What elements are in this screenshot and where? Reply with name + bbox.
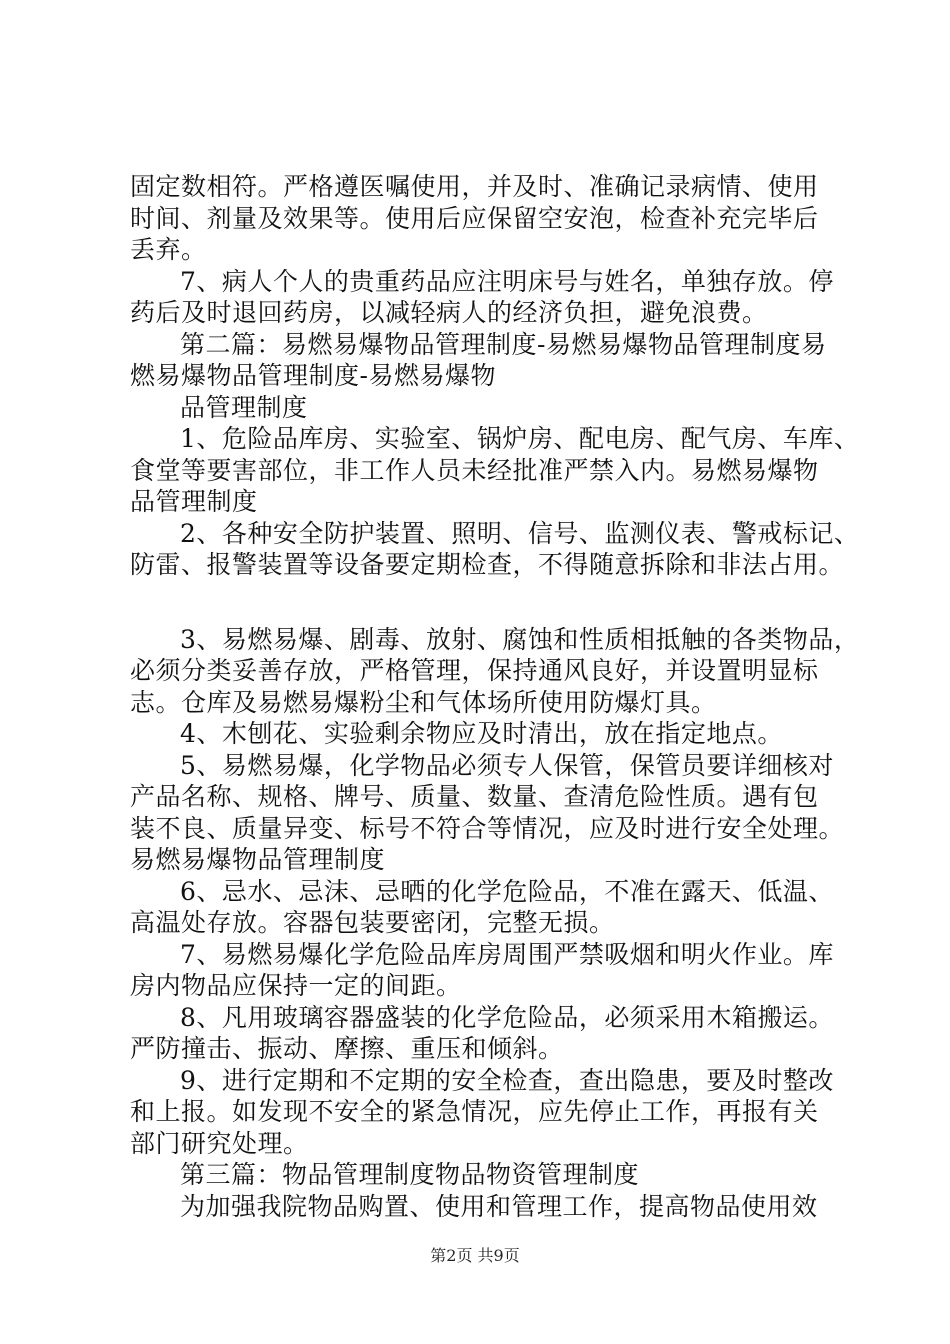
section-heading: 第二篇：易燃易爆物品管理制度-易燃易爆物品管理制度易 [180,329,827,359]
section-heading-continued: 燃易爆物品管理制度-易燃易爆物 [130,361,496,390]
paragraph-start: 5、易燃易爆，化学物品必须专人保管，保管员要详细核对 [180,750,834,780]
section-heading: 第三篇：物品管理制度物品物资管理制度 [180,1160,640,1189]
text-line: 和上报。如发现不安全的紧急情况，应先停止工作，再报有关 [130,1097,819,1126]
text-line: 易燃易爆物品管理制度 [130,845,386,874]
page-number-footer: 第2页 共9页 [430,1246,520,1265]
paragraph-start: 4、木刨花、实验剩余物应及时清出，放在指定地点。 [180,719,783,748]
text-line: 装不良、质量异变、标号不符合等情况，应及时进行安全处理。 [130,813,845,843]
text-line: 防雷、报警装置等设备要定期检查，不得随意拆除和非法占用。 [130,550,845,579]
paragraph-start: 2、各种安全防护装置、照明、信号、监测仪表、警戒标记、 [180,518,860,548]
text-line: 固定数相符。严格遵医嘱使用，并及时、准确记录病情、使用 [130,172,819,201]
paragraph-start: 7、病人个人的贵重药品应注明床号与姓名，单独存放。停 [180,266,834,296]
section-heading-continued: 品管理制度 [180,392,308,422]
text-line: 产品名称、规格、牌号、质量、数量、查清危险性质。遇有包 [130,782,819,811]
paragraph-start: 为加强我院物品购置、使用和管理工作，提高物品使用效 [180,1191,818,1221]
text-line: 高温处存放。容器包装要密闭，完整无损。 [130,908,615,937]
text-line: 药后及时退回药房，以减轻病人的经济负担，避免浪费。 [130,298,768,327]
blank-gap [130,581,830,624]
text-line: 时间、剂量及效果等。使用后应保留空安泡，检查补充完毕后 [130,203,819,233]
text-line: 严防撞击、振动、摩擦、重压和倾斜。 [130,1034,564,1063]
text-line: 志。仓库及易燃易爆粉尘和气体场所使用防爆灯具。 [130,687,717,717]
text-line: 房内物品应保持一定的间距。 [130,971,462,1000]
text-line: 丢弃。 [130,235,207,264]
paragraph-start: 1、危险品库房、实验室、锅炉房、配电房、配气房、车库、 [180,424,860,453]
paragraph-start: 6、忌水、忌沫、忌晒的化学危险品，不准在露天、低温、 [180,876,834,906]
text-line: 品管理制度 [130,487,258,516]
text-line: 食堂等要害部位，非工作人员未经批准严禁入内。易燃易爆物 [130,455,819,485]
paragraph-start: 3、易燃易爆、剧毒、放射、腐蚀和性质相抵触的各类物品， [180,624,860,654]
paragraph-start: 8、凡用玻璃容器盛装的化学危险品，必须采用木箱搬运。 [180,1002,834,1032]
paragraph-start: 7、易燃易爆化学危险品库房周围严禁吸烟和明火作业。库 [180,939,834,969]
paragraph-start: 9、进行定期和不定期的安全检查，查出隐患，要及时整改 [180,1065,834,1095]
document-body [130,171,860,1222]
text-line: 必须分类妥善存放，严格管理，保持通风良好，并设置明显标 [130,656,819,685]
text-line: 部门研究处理。 [130,1128,309,1158]
